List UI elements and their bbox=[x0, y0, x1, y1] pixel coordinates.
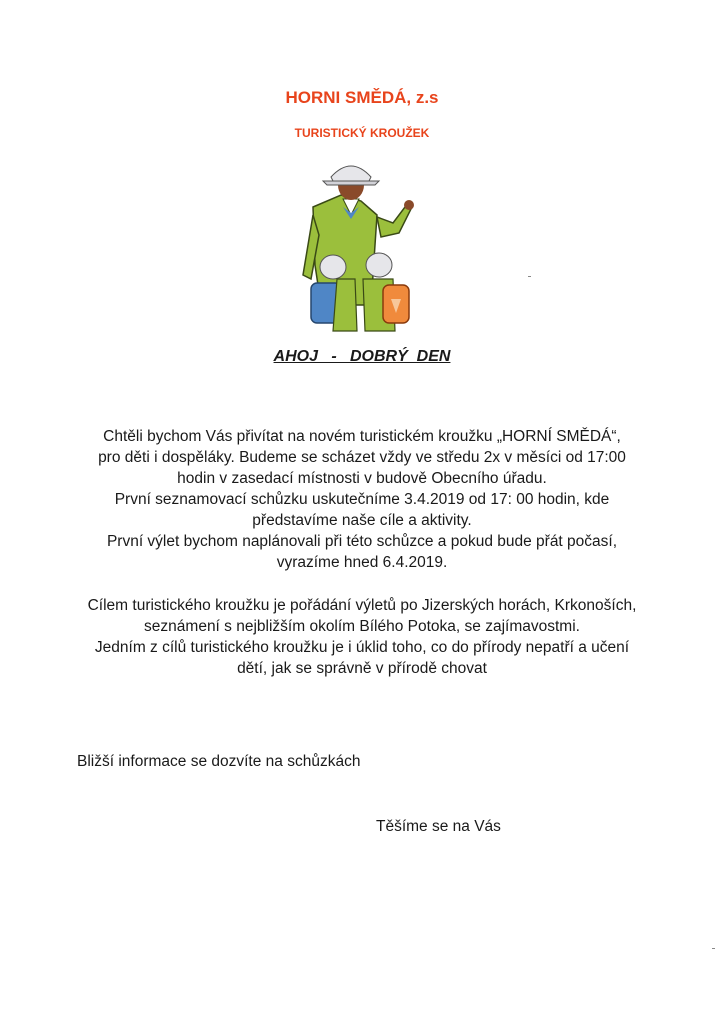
scan-speck bbox=[712, 948, 715, 949]
scan-speck bbox=[528, 276, 531, 277]
goals-paragraph bbox=[0, 595, 724, 679]
goals-line: seznámení s nejbližším okolím Bílého Potoka, se zajímavostmi. bbox=[144, 618, 580, 635]
intro-line: představíme naše cíle a aktivity. bbox=[252, 512, 472, 529]
intro-paragraph bbox=[0, 426, 724, 573]
goals-line: Jedním z cílů turistického kroužku je i úklid toho, co do přírody nepatří a učení bbox=[94, 639, 630, 656]
hiking-guide-with-children-icon bbox=[293, 155, 418, 335]
goals-line: dětí, jak se správně v přírodě chovat bbox=[237, 660, 487, 677]
intro-line: hodin v zasedací místnosti v budově Obecního úřadu. bbox=[177, 470, 547, 487]
intro-line: pro děti i dospěláky. Budeme se scházet vždy ve středu 2x v měsíci od 17:00 bbox=[98, 449, 626, 466]
info-note: Bližší informace se dozvíte na schůzkách bbox=[77, 753, 361, 770]
greeting-heading: AHOJ - DOBRÝ DEN bbox=[273, 348, 451, 365]
organization-title: HORNI SMĚDÁ, z.s bbox=[285, 88, 439, 107]
intro-line: První výlet bychom naplánovali při této schůzce a pokud bude přát počasí, bbox=[106, 533, 618, 550]
intro-line: Chtěli bychom Vás přivítat na novém turistickém kroužku „HORNÍ SMĚDÁ“, bbox=[103, 428, 621, 445]
intro-line: První seznamovací schůzku uskutečníme 3.4.2019 od 17: 00 hodin, kde bbox=[114, 491, 610, 508]
organization-subtitle: TURISTICKÝ KROUŽEK bbox=[294, 126, 430, 140]
goals-line: Cílem turistického kroužku je pořádání výletů po Jizerských horách, Krkonoších, bbox=[87, 597, 637, 614]
closing-line: Těšíme se na Vás bbox=[376, 818, 501, 835]
intro-line: vyrazíme hned 6.4.2019. bbox=[276, 554, 448, 571]
